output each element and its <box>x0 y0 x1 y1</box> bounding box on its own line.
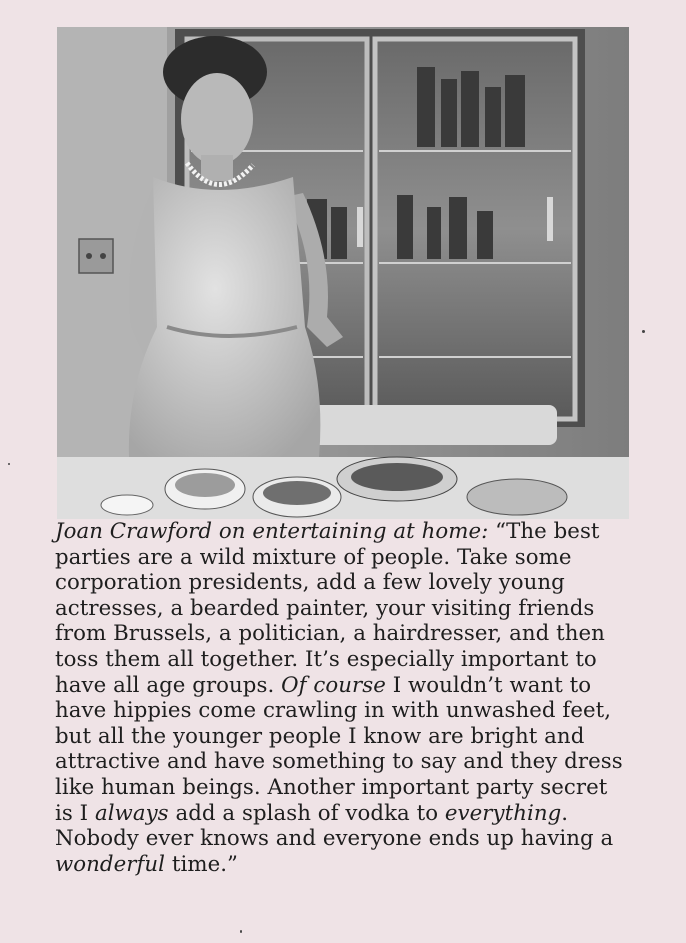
caption-line-5: from Brussels, a politician, a hairdresser, and then <box>55 621 605 647</box>
caption-line-4: actresses, a bearded painter, your visiting friends <box>55 595 595 621</box>
caption-line-8: have hippies come crawling in with unwashed feet, <box>55 698 612 724</box>
caption-line-3: corporation presidents, add a few lovely young <box>55 570 565 596</box>
caption-line-6: toss them all together. It’s especially important to <box>55 646 597 672</box>
caption-line-2: parties are a wild mixture of people. Take some <box>55 544 572 570</box>
caption-line-9: but all the younger people I know are bright and <box>55 723 585 749</box>
photo-illustration <box>57 27 629 519</box>
caption-text <box>55 519 655 877</box>
caption-line-11: like human beings. Another important party secret <box>55 774 608 800</box>
caption-line-10: attractive and have something to say and they dress <box>55 749 623 775</box>
caption-line-12: is I always add a splash of vodka to everything. <box>55 800 569 826</box>
caption-line-13: Nobody ever knows and everyone ends up having a <box>55 826 614 852</box>
caption-line-7: have all age groups. Of course I wouldn’t want to <box>55 672 592 698</box>
caption-lead: Joan Crawford on entertaining at home: <box>55 519 489 544</box>
paper-speck <box>240 930 242 933</box>
caption-line-14: wonderful time.” <box>55 851 238 877</box>
photograph <box>57 27 629 519</box>
paper-speck <box>8 463 10 465</box>
paper-speck <box>642 330 645 333</box>
caption-line-1: Joan Crawford on entertaining at home: “The best <box>55 519 600 544</box>
